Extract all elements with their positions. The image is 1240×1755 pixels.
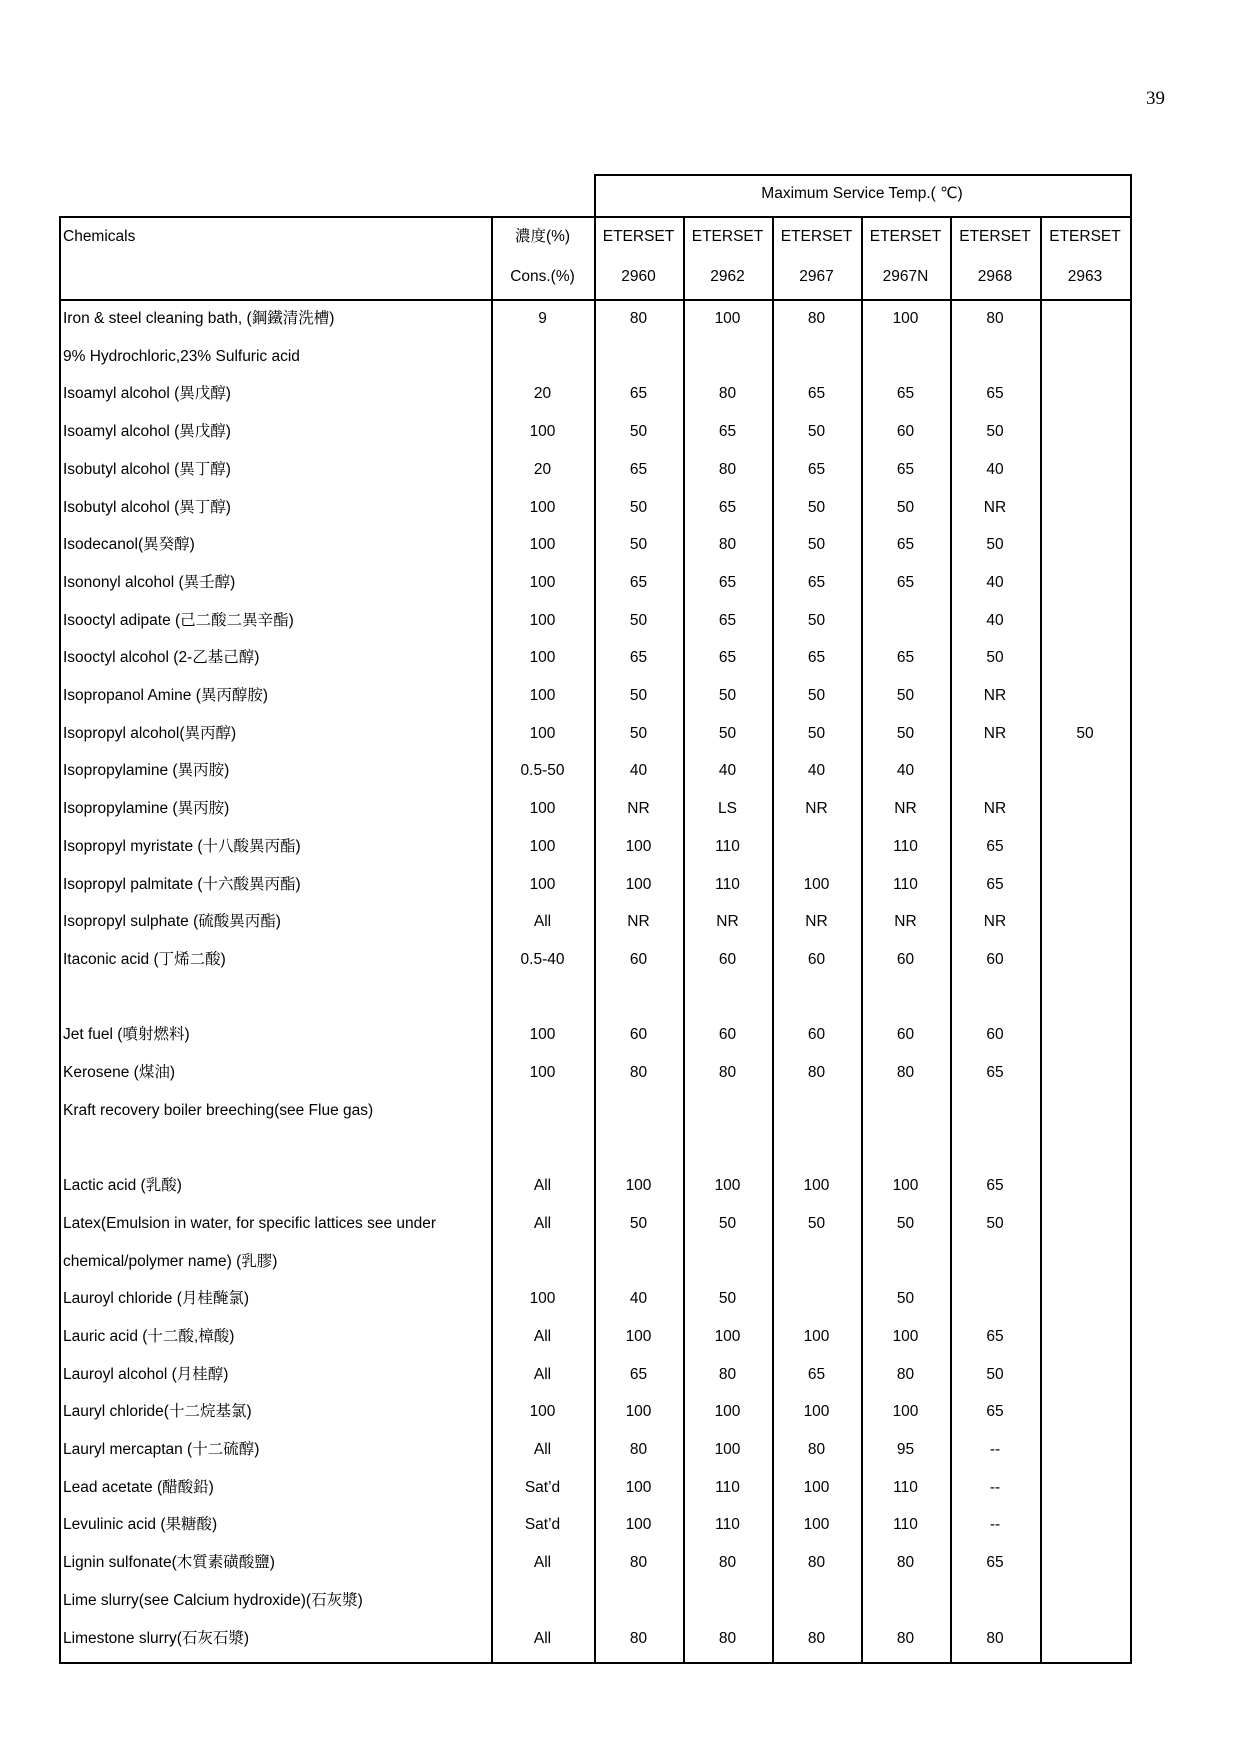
- chemical-name: Isooctyl adipate (己二酸二異辛酯): [63, 611, 294, 629]
- temperature-value: 50: [718, 687, 737, 704]
- temperature-value: 50: [986, 423, 1004, 441]
- page-number: 39: [1146, 88, 1165, 109]
- temperature-value: 80: [896, 1365, 915, 1383]
- temperature-value: 40: [629, 1290, 648, 1308]
- chemical-name: Itaconic acid (丁烯二酸): [63, 950, 226, 968]
- temperature-value: 65: [986, 837, 1004, 855]
- temperature-value: NR: [983, 687, 1007, 704]
- temperature-value: 60: [629, 950, 648, 968]
- chemical-name: Isopropyl palmitate (十六酸異丙酯): [63, 875, 301, 893]
- temperature-value: 65: [629, 573, 648, 591]
- chemical-name: Lauric acid (十二酸,樟酸): [63, 1327, 235, 1345]
- chemical-name: Isononyl alcohol (異壬醇): [63, 573, 236, 591]
- temperature-value: 100: [714, 310, 741, 327]
- temperature-value: 100: [803, 1177, 830, 1195]
- column-divider: [1040, 216, 1042, 1664]
- temperature-value: 80: [718, 1365, 737, 1383]
- service-temp-header: Maximum Service Temp.( ℃): [761, 185, 963, 202]
- concentration-value: 100: [529, 649, 556, 667]
- temperature-value: 65: [629, 460, 648, 478]
- concentration-value: All: [533, 1441, 552, 1458]
- temperature-value: 65: [718, 611, 737, 629]
- temperature-value: 60: [718, 950, 737, 968]
- chemical-name: Lead acetate (醋酸鉛): [63, 1478, 214, 1496]
- temperature-value: LS: [718, 800, 737, 818]
- temperature-value: 80: [896, 1554, 915, 1572]
- concentration-value: 100: [529, 573, 556, 591]
- temperature-value: 65: [986, 875, 1004, 893]
- concentration-value: 0.5-50: [520, 762, 565, 780]
- chemical-resistance-table: [59, 174, 1130, 1662]
- concentration-value: All: [533, 1327, 552, 1345]
- temperature-value: 100: [625, 875, 652, 893]
- concentration-value: 100: [529, 800, 556, 818]
- temperature-value: 50: [807, 536, 826, 554]
- chemical-name: Lauryl chloride(十二烷基氯): [63, 1403, 252, 1421]
- temperature-value: 100: [803, 1478, 830, 1496]
- temperature-value: 65: [896, 536, 915, 554]
- chemical-name: Limestone slurry(石灰石漿): [63, 1629, 250, 1647]
- temperature-value: 60: [807, 950, 826, 968]
- temperature-value: 80: [896, 1629, 915, 1647]
- temperature-value: 50: [896, 1214, 915, 1232]
- temperature-value: 65: [718, 573, 737, 591]
- temperature-value: 50: [629, 1214, 648, 1232]
- concentration-value: 100: [529, 423, 556, 441]
- concentration-value: 20: [533, 385, 552, 403]
- temperature-value: 65: [986, 1327, 1004, 1345]
- temperature-value: NR: [894, 913, 917, 931]
- resin-model-header: 2960: [621, 268, 656, 285]
- temperature-value: 60: [986, 1026, 1004, 1044]
- temperature-value: 50: [629, 536, 648, 554]
- temperature-value: NR: [716, 913, 739, 931]
- temperature-value: 40: [986, 611, 1004, 629]
- temperature-value: 100: [892, 1327, 919, 1345]
- concentration-value: Sat’d: [524, 1478, 561, 1496]
- resin-brand-header: ETERSET: [691, 228, 764, 245]
- temperature-value: 110: [715, 1478, 740, 1496]
- chemical-name: Lime slurry(see Calcium hydroxide)(石灰漿): [63, 1591, 363, 1609]
- temperature-value: 50: [629, 687, 648, 704]
- temperature-value: 50: [718, 724, 737, 742]
- temperature-value: NR: [805, 913, 828, 931]
- resin-model-header: 2967: [799, 268, 834, 285]
- temperature-value: 65: [807, 385, 826, 403]
- chemical-name: Isobutyl alcohol (異丁醇): [63, 460, 231, 478]
- temperature-value: 40: [807, 762, 826, 780]
- temperature-value: 80: [807, 1554, 826, 1572]
- concentration-value: 100: [529, 611, 556, 629]
- concentration-value: 100: [529, 687, 556, 704]
- temperature-value: 100: [892, 310, 919, 327]
- chemical-name: Lactic acid (乳酸): [63, 1177, 182, 1195]
- temperature-value: 60: [807, 1026, 826, 1044]
- chemical-name: 9% Hydrochloric,23% Sulfuric acid: [63, 347, 300, 365]
- concentration-header-en: Cons.(%): [510, 268, 575, 285]
- temperature-value: 80: [986, 310, 1004, 327]
- resin-model-header: 2962: [710, 268, 745, 285]
- temperature-value: 110: [893, 837, 918, 855]
- temperature-value: 80: [807, 1629, 826, 1647]
- temperature-value: NR: [983, 913, 1007, 931]
- temperature-value: 50: [896, 1290, 915, 1308]
- temperature-value: 60: [896, 1026, 915, 1044]
- temperature-value: 100: [892, 1403, 919, 1421]
- temperature-value: 110: [715, 1516, 740, 1534]
- concentration-value: Sat’d: [524, 1516, 561, 1534]
- chemical-name: Isopropylamine (異丙胺): [63, 800, 230, 818]
- chemical-name: Isoamyl alcohol (異戊醇): [63, 385, 231, 403]
- temperature-value: 50: [807, 724, 826, 742]
- temperature-value: 50: [986, 1214, 1004, 1232]
- temperature-value: 60: [896, 423, 915, 441]
- temperature-value: 100: [892, 1177, 919, 1195]
- temperature-value: 80: [718, 1064, 737, 1081]
- concentration-value: All: [533, 1629, 552, 1647]
- temperature-value: 80: [718, 460, 737, 478]
- temperature-value: 50: [807, 611, 826, 629]
- temperature-value: 100: [803, 1403, 830, 1421]
- temperature-value: 110: [893, 1478, 918, 1496]
- temperature-value: 100: [714, 1441, 741, 1458]
- temperature-value: 65: [807, 1365, 826, 1383]
- temperature-value: 65: [807, 573, 826, 591]
- temperature-value: 60: [986, 950, 1004, 968]
- temperature-value: 80: [629, 310, 648, 327]
- temperature-value: 95: [896, 1441, 915, 1458]
- temperature-value: 65: [896, 385, 915, 403]
- temperature-value: 110: [715, 837, 740, 855]
- chemical-name: Jet fuel (噴射燃料): [63, 1026, 190, 1044]
- resin-brand-header: ETERSET: [1049, 228, 1121, 245]
- temperature-value: 50: [718, 1290, 737, 1308]
- chemical-name: Isodecanol(異癸醇): [63, 536, 195, 554]
- temperature-value: 100: [803, 1516, 830, 1534]
- temperature-value: 60: [629, 1026, 648, 1044]
- concentration-value: 100: [529, 1064, 556, 1081]
- temperature-value: --: [989, 1478, 1001, 1496]
- temperature-value: 80: [629, 1554, 648, 1572]
- temperature-value: 65: [718, 498, 737, 516]
- resin-brand-header: ETERSET: [602, 228, 675, 245]
- temperature-value: 50: [807, 498, 826, 516]
- temperature-value: 50: [629, 498, 648, 516]
- temperature-value: 50: [986, 649, 1004, 667]
- temperature-value: 65: [629, 1365, 648, 1383]
- temperature-value: 110: [893, 875, 918, 893]
- temperature-value: 60: [896, 950, 915, 968]
- resin-model-header: 2968: [977, 268, 1013, 285]
- concentration-value: 100: [529, 1290, 556, 1308]
- resin-brand-header: ETERSET: [869, 228, 942, 245]
- resin-model-header: 2963: [1067, 268, 1103, 285]
- temperature-value: 50: [807, 1214, 826, 1232]
- temperature-value: NR: [627, 800, 650, 818]
- chemical-name: Levulinic acid (果糖酸): [63, 1516, 218, 1534]
- temperature-value: 50: [896, 498, 915, 516]
- temperature-value: 80: [986, 1629, 1004, 1647]
- concentration-value: 20: [533, 460, 552, 478]
- temperature-value: 100: [714, 1177, 741, 1195]
- temperature-value: 100: [714, 1327, 741, 1345]
- concentration-value: 100: [529, 724, 556, 742]
- temperature-value: 40: [986, 460, 1004, 478]
- chemicals-header: Chemicals: [63, 228, 136, 245]
- temperature-value: 60: [718, 1026, 737, 1044]
- chemical-name: Isopropyl sulphate (硫酸異丙酯): [63, 913, 281, 931]
- temperature-value: 50: [718, 1214, 737, 1232]
- temperature-value: NR: [627, 913, 650, 931]
- temperature-value: 100: [625, 1177, 652, 1195]
- chemical-name: Isopropanol Amine (異丙醇胺): [63, 687, 269, 704]
- concentration-value: 0.5-40: [520, 950, 565, 968]
- concentration-header-zh: 濃度(%): [514, 228, 571, 245]
- temperature-value: 40: [629, 762, 648, 780]
- temperature-value: --: [989, 1516, 1001, 1534]
- temperature-value: 65: [986, 1554, 1004, 1572]
- column-divider: [59, 216, 61, 1664]
- chemical-name: Lauryl mercaptan (十二硫醇): [63, 1441, 260, 1458]
- chemical-name: Kerosene (煤油): [63, 1064, 175, 1081]
- chemical-name: Isopropylamine (異丙胺): [63, 762, 230, 780]
- concentration-value: 9: [538, 310, 547, 327]
- concentration-value: 100: [529, 1403, 556, 1421]
- temperature-value: 50: [629, 611, 648, 629]
- temperature-value: 100: [714, 1403, 741, 1421]
- temperature-value: 50: [629, 423, 648, 441]
- temperature-value: --: [989, 1441, 1001, 1458]
- temperature-value: NR: [983, 800, 1007, 818]
- chemical-name: chemical/polymer name) (乳膠): [63, 1252, 278, 1270]
- temperature-value: 80: [718, 1629, 737, 1647]
- temperature-value: 80: [629, 1441, 648, 1458]
- temperature-value: 65: [629, 385, 648, 403]
- temperature-value: 80: [896, 1064, 915, 1081]
- temperature-value: NR: [894, 800, 917, 818]
- temperature-value: 40: [896, 762, 915, 780]
- temperature-value: 40: [718, 762, 737, 780]
- chemical-name: Iron & steel cleaning bath, (鋼鐵清洗槽): [63, 310, 335, 327]
- span-header-top-border: [594, 174, 1132, 176]
- temperature-value: 80: [629, 1629, 648, 1647]
- temperature-value: 65: [896, 460, 915, 478]
- concentration-value: All: [533, 1214, 552, 1232]
- concentration-value: 100: [529, 498, 556, 516]
- temperature-value: 80: [807, 1441, 826, 1458]
- temperature-value: 50: [629, 724, 648, 742]
- temperature-value: 40: [986, 573, 1004, 591]
- temperature-value: 50: [1076, 724, 1094, 742]
- temperature-value: 110: [893, 1516, 918, 1534]
- temperature-value: 65: [986, 1064, 1004, 1081]
- concentration-value: 100: [529, 875, 556, 893]
- temperature-value: 65: [986, 385, 1004, 403]
- chemical-name: Isooctyl alcohol (2-乙基己醇): [63, 649, 260, 667]
- temperature-value: 100: [803, 875, 830, 893]
- temperature-value: 50: [986, 1365, 1004, 1383]
- chemical-name: Lauroyl alcohol (月桂醇): [63, 1365, 229, 1383]
- temperature-value: 50: [896, 724, 915, 742]
- temperature-value: 110: [715, 875, 740, 893]
- temperature-value: 100: [803, 1327, 830, 1345]
- resin-model-header: 2967N: [882, 268, 929, 285]
- temperature-value: 50: [986, 536, 1004, 554]
- column-divider: [1130, 174, 1132, 1664]
- temperature-value: NR: [805, 800, 828, 818]
- chemical-name: Isopropyl myristate (十八酸異丙酯): [63, 837, 301, 855]
- temperature-value: 65: [718, 649, 737, 667]
- concentration-value: 100: [529, 1026, 556, 1044]
- concentration-value: 100: [529, 536, 556, 554]
- temperature-value: 100: [625, 1403, 652, 1421]
- temperature-value: 65: [896, 649, 915, 667]
- temperature-value: 100: [625, 1327, 652, 1345]
- chemical-name: Lauroyl chloride (月桂醃氯): [63, 1290, 250, 1308]
- temperature-value: 65: [718, 423, 737, 441]
- temperature-value: 65: [986, 1403, 1004, 1421]
- temperature-value: 100: [625, 1478, 652, 1496]
- temperature-value: 80: [807, 1064, 826, 1081]
- concentration-value: All: [533, 913, 552, 931]
- chemical-name: Isobutyl alcohol (異丁醇): [63, 498, 231, 516]
- concentration-value: All: [533, 1177, 552, 1195]
- temperature-value: 80: [718, 536, 737, 554]
- temperature-value: 100: [625, 837, 652, 855]
- resin-brand-header: ETERSET: [959, 228, 1031, 245]
- temperature-value: 65: [986, 1177, 1004, 1195]
- temperature-value: 50: [807, 423, 826, 441]
- temperature-value: 80: [718, 1554, 737, 1572]
- temperature-value: 50: [896, 687, 915, 704]
- temperature-value: 100: [625, 1516, 652, 1534]
- concentration-value: All: [533, 1554, 552, 1572]
- chemical-name: Latex(Emulsion in water, for specific lattices see under: [63, 1214, 437, 1232]
- temperature-value: NR: [983, 724, 1007, 742]
- temperature-value: 80: [629, 1064, 648, 1081]
- temperature-value: 65: [807, 460, 826, 478]
- temperature-value: 80: [807, 310, 826, 327]
- chemical-name: Isopropyl alcohol(異丙醇): [63, 724, 237, 742]
- temperature-value: 65: [896, 573, 915, 591]
- resin-brand-header: ETERSET: [780, 228, 853, 245]
- temperature-value: 65: [629, 649, 648, 667]
- temperature-value: 65: [807, 649, 826, 667]
- chemical-name: Lignin sulfonate(木質素磺酸鹽): [63, 1554, 275, 1572]
- concentration-value: All: [533, 1365, 552, 1383]
- chemical-name: Kraft recovery boiler breeching(see Flue gas): [63, 1101, 374, 1119]
- chemical-name: Isoamyl alcohol (異戊醇): [63, 423, 231, 441]
- temperature-value: 80: [718, 385, 737, 403]
- concentration-value: 100: [529, 837, 556, 855]
- temperature-value: 50: [807, 687, 826, 704]
- temperature-value: NR: [983, 498, 1007, 516]
